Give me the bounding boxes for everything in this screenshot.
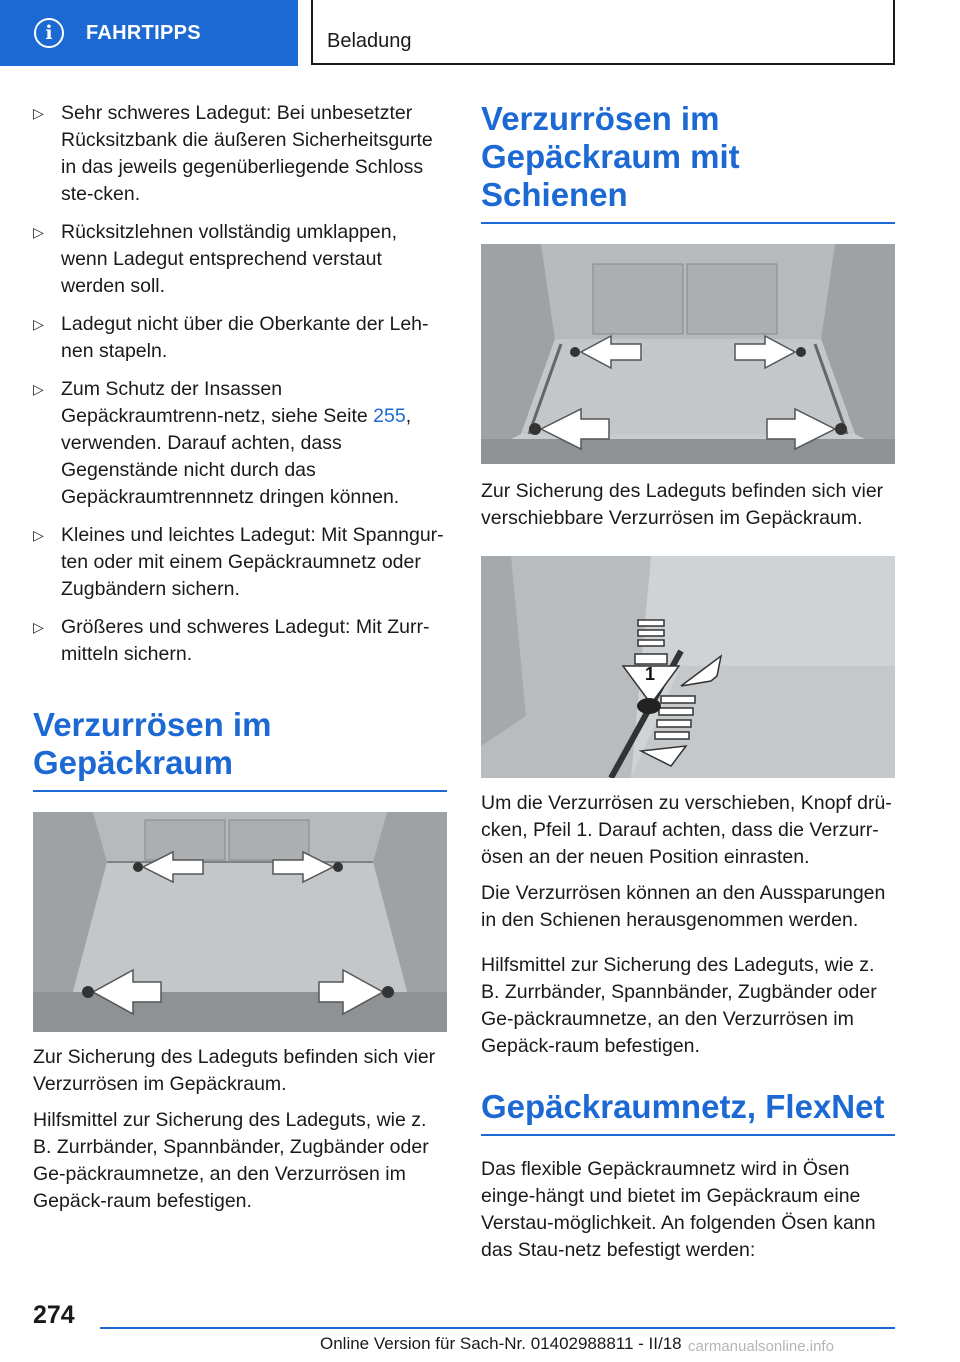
body-paragraph: Das flexible Gepäckraumnetz wird in Ösen einge-hängt und bietet im Gepäckraum eine Verstau-möglichkeit. An folgenden Ösen kann das Stau-netz befestigt werden: [481,1158,876,1261]
body-paragraph: Hilfsmittel zur Sicherung des Ladeguts, wie z. B. Zurrbänder, Spannbänder, Zugbänder oder Ge-päckraumnetze, an den Verzurrösen im Gepäck-raum befestigen. [33,1109,429,1212]
figure-caption: Zur Sicherung des Ladeguts befinden sich vier verschiebbare Verzurrösen im Gepäckraum. [481,480,884,529]
list-item: ▷ Ladegut nicht über die Oberkante der Leh-nen stapeln. [33,313,429,362]
footer-divider [100,1327,895,1329]
arrow-label: 1 [645,664,656,684]
bullet-list [33,100,447,668]
left-column [33,100,447,1224]
body-paragraph: Hilfsmittel zur Sicherung des Ladeguts, wie z. B. Zurrbänder, Spannbänder, Zugbänder oder Ge-päckraumnetze, an den Verzurrösen im Gepäck-raum befestigen. [481,954,877,1057]
trunk-tie-down-illustration [33,812,447,1032]
body-paragraph: Um die Verzurrösen zu verschieben, Knopf drü-cken, Pfeil 1. Darauf achten, dass die Verzurr-ösen an der neuen Position einrasten. [481,792,892,868]
list-item: ▷ Rücksitzlehnen vollständig umklappen, wenn Ladegut entsprechend verstaut werden soll. [33,221,398,297]
section-label: FAHRTIPPS [86,21,201,44]
page-link[interactable]: 255 [373,405,406,427]
section-heading: Verzurrösen im Gepäckraum mit Schienen [481,100,895,224]
info-icon: i [34,18,64,48]
triangle-bullet-icon: ▷ [33,527,44,543]
chapter-header [311,0,895,65]
list-item: ▷ Sehr schweres Ladegut: Bei unbesetzter Rücksitzbank die äußeren Sicherheitsgurte in das jeweils gegenüberliegende Schloss ste-cken. [33,102,433,205]
triangle-bullet-icon: ▷ [33,105,44,121]
page-number: 274 [33,1301,75,1329]
footer-version: Online Version für Sach-Nr. 01402988811 - II/18 [320,1334,682,1353]
section-heading: Gepäckraumnetz, FlexNet [481,1088,895,1136]
list-item: ▷ Kleines und leichtes Ladegut: Mit Spanngur-ten oder mit einem Gepäckraumnetz oder Zugbändern sichern. [33,524,444,600]
rail-tie-down-closeup [481,556,895,778]
body-paragraph: Die Verzurrösen können an den Aussparungen in den Schienen herausgenommen werden. [481,882,886,931]
section-tab[interactable] [0,0,298,66]
triangle-bullet-icon: ▷ [33,381,44,397]
right-column [481,100,895,1273]
watermark: carmanualsonline.info [688,1338,834,1355]
section-heading: Verzurrösen im Gepäckraum [33,706,447,792]
triangle-bullet-icon: ▷ [33,619,44,635]
trunk-rails-illustration [481,244,895,464]
triangle-bullet-icon: ▷ [33,316,44,332]
figure-caption: Zur Sicherung des Ladeguts befinden sich vier Verzurrösen im Gepäckraum. [33,1046,436,1095]
list-item: ▷ Größeres und schweres Ladegut: Mit Zurr-mitteln sichern. [33,616,430,665]
list-item: ▷ Zum Schutz der Insassen Gepäckraumtrenn-netz, siehe Seite 255, verwenden. Darauf achten, dass Gegenstände nicht durch das Gepäckraumtrennnetz dringen können. [33,378,412,508]
triangle-bullet-icon: ▷ [33,224,44,240]
chapter-title: Beladung [327,30,412,52]
